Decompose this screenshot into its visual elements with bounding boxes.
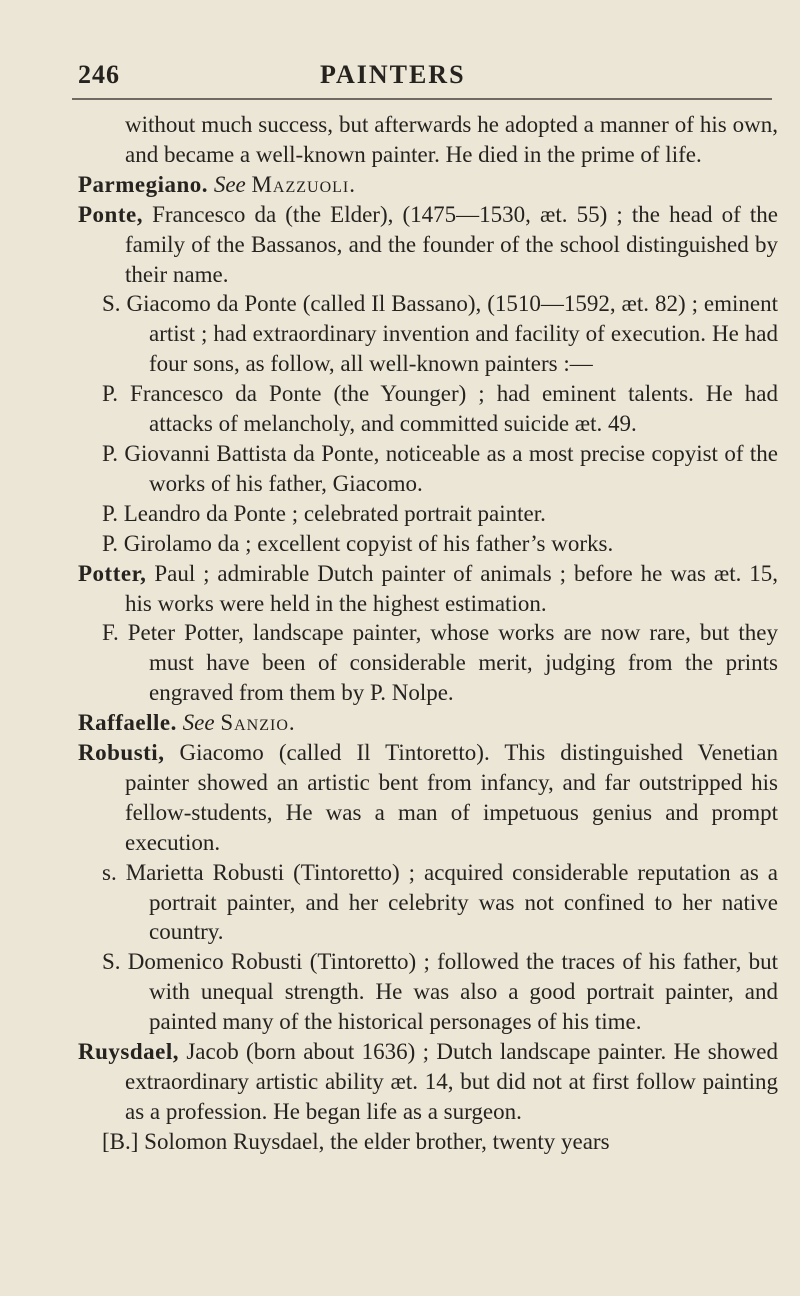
header-rule xyxy=(72,98,772,100)
page-number: 246 xyxy=(78,60,120,89)
subentry-solomon-ruysdael: [B.] Solomon Ruysdael, the elder brother, twenty years xyxy=(102,1128,610,1154)
subentry-marietta: s. Marietta Robusti (Tintoretto) ; acquired considerable reputation as a portrait painter, and her celebrity was not confined to her native country. xyxy=(102,859,778,945)
entry-text: Jacob (born about 1636) ; Dutch landscape painter. He showed extraordinary artistic ability æt. 14, but did not at first follow painting as a profession. He began life as a surgeon. xyxy=(125,1039,778,1124)
subentry-giacomo-da-ponte: S. Giacomo da Ponte (called Il Bassano), (1510—1592, æt. 82) ; eminent artist ; had extraordinary invention and facility of execution. He had four sons, as follow, all well-known painters :— xyxy=(102,291,778,377)
subentry-domenico: S. Domenico Robusti (Tintoretto) ; followed the traces of his father, but with unequal strength. He was also a good portrait painter, and painted many of the historical personages of his time. xyxy=(102,949,778,1035)
running-head: PAINTERS xyxy=(320,60,466,89)
entry-text: Paul ; admirable Dutch painter of animals ; before he was æt. 15, his works were held in the highest estimation. xyxy=(125,560,778,616)
subentry-peter-potter: F. Peter Potter, landscape painter, whose works are now rare, but they must have been of considerable merit, judging from the prints engraved from them by P. Nolpe. xyxy=(102,620,778,706)
page-body xyxy=(78,110,778,1157)
subentry-francesco-da-ponte: P. Francesco da Ponte (the Younger) ; had eminent talents. He had attacks of melancholy, and committed suicide æt. 49. xyxy=(102,381,778,437)
see-label: See xyxy=(213,171,246,197)
entry-name: Raffaelle. xyxy=(78,710,177,736)
entry-name: Parmegiano. xyxy=(78,171,209,197)
subentry-giovanni-battista: P. Giovanni Battista da Ponte, noticeable as a most precise copyist of the works of his father, Giacomo. xyxy=(102,440,778,496)
continued-paragraph: without much success, but afterwards he adopted a manner of his own, and became a well-known painter. He died in the prime of life. xyxy=(125,112,778,167)
entry-text: Giacomo (called Il Tintoretto). This distinguished Venetian painter showed an artistic bent from infancy, and far outstripped his fellow-students, He was a man of impetuous genius and prompt execution. xyxy=(125,740,779,855)
entry-name: Robusti, xyxy=(78,740,165,766)
subentry-leandro: P. Leandro da Ponte ; celebrated portrait painter. xyxy=(102,500,546,526)
entry-robusti xyxy=(78,738,778,858)
entry-text: Francesco da (the Elder), (1475—1530, æt. 55) ; the head of the family of the Bassanos, and the founder of the school distinguished by their name. xyxy=(125,201,778,287)
cross-reference: Sanzio. xyxy=(220,710,296,736)
entry-ruysdael xyxy=(78,1037,778,1127)
entry-parmegiano xyxy=(78,170,778,200)
entry-ponte xyxy=(78,200,778,290)
see-label: See xyxy=(182,710,215,736)
page-header xyxy=(0,60,800,100)
subentry-girolamo: P. Girolamo da ; excellent copyist of his father’s works. xyxy=(102,530,614,556)
entry-name: Ruysdael, xyxy=(78,1039,179,1065)
cross-reference: Mazzuoli. xyxy=(251,171,356,197)
entry-potter xyxy=(78,559,778,619)
entry-name: Ponte, xyxy=(78,201,143,227)
entry-name: Potter, xyxy=(78,560,147,586)
entry-raffaelle xyxy=(78,708,778,738)
